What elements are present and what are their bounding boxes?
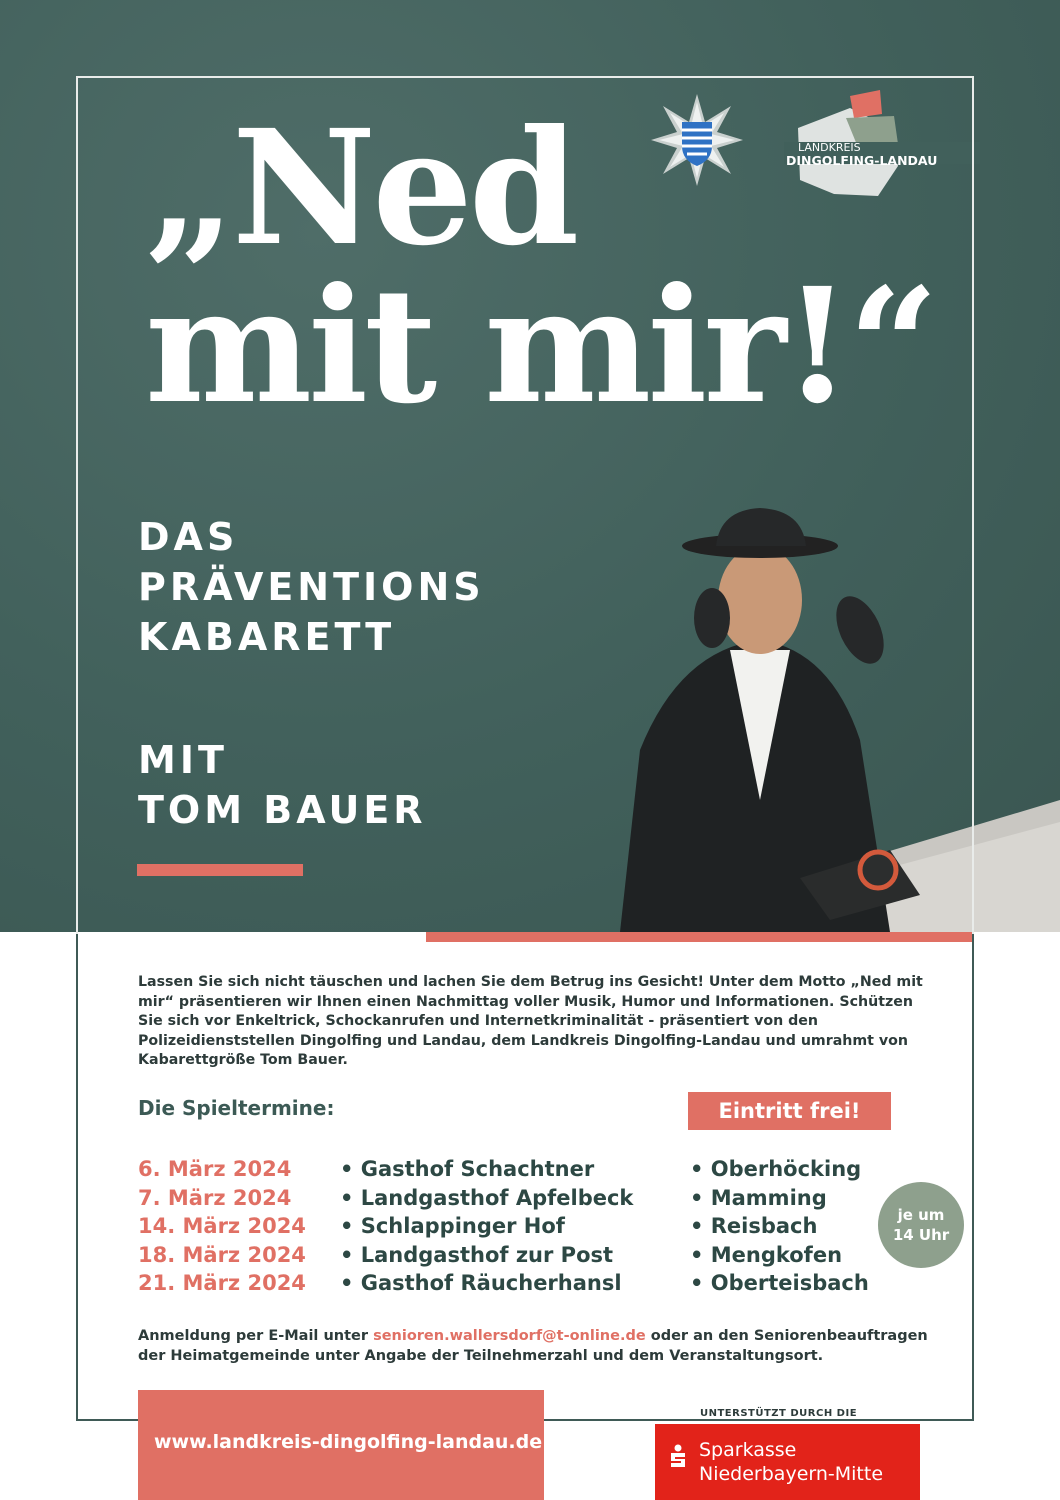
free-entry-badge: Eintritt frei!: [688, 1092, 891, 1130]
event-venue: • Landgasthof zur Post: [340, 1242, 614, 1267]
performer-photo: [560, 500, 1060, 932]
time-badge: [878, 1182, 964, 1268]
event-venue: • Gasthof Räucherhansl: [340, 1271, 622, 1295]
svg-text:DINGOLFING-LANDAU: DINGOLFING-LANDAU: [786, 153, 938, 168]
accent-bar: [137, 864, 303, 876]
registration-suffix: oder an den Seniorenbeauftragen der Heimatgemeinde unter Angabe der Teilnehmerzahl und dem Veranstaltungsort.: [138, 1328, 928, 1364]
sponsor-line-2: Niederbayern-Mitte: [699, 1463, 884, 1485]
event-place: • Mengkofen: [690, 1242, 843, 1267]
event-date: 14. März 2024: [138, 1214, 306, 1238]
sparkasse-s-icon: [669, 1444, 687, 1468]
title-line-2: mit mir!“: [145, 254, 935, 439]
email-link[interactable]: senioren.wallersdorf@t-online.de: [373, 1328, 646, 1344]
bavarian-police-star-icon: [651, 94, 743, 186]
subtitle-line-1: DAS: [138, 515, 239, 559]
event-place: • Mamming: [690, 1185, 827, 1210]
sparkasse-logo: [655, 1424, 920, 1500]
event-date: 7. März 2024: [138, 1185, 292, 1210]
registration-prefix: Anmeldung per E-Mail unter: [138, 1328, 374, 1344]
event-place: • Oberteisbach: [690, 1271, 869, 1295]
event-venue: • Landgasthof Apfelbeck: [340, 1185, 634, 1210]
registration-text: [138, 1326, 938, 1366]
artist: [138, 735, 427, 835]
artist-line-2: TOM BAUER: [138, 788, 427, 832]
event-date: 18. März 2024: [138, 1242, 306, 1267]
supported-by-label: UNTERSTÜTZT DURCH DIE: [700, 1408, 858, 1419]
schedule-heading: Die Spieltermine:: [138, 1096, 335, 1120]
sponsor-name: [699, 1438, 883, 1486]
subtitle-line-3: KABARETT: [138, 615, 396, 659]
event-venue: • Gasthof Schachtner: [340, 1157, 595, 1181]
time-line-2: 14 Uhr: [892, 1226, 950, 1244]
artist-line-1: MIT: [138, 738, 228, 782]
event-place: • Oberhöcking: [690, 1157, 862, 1181]
sponsor-line-1: Sparkasse: [699, 1439, 797, 1461]
title-line-1: „Ned: [145, 96, 576, 281]
event-place: • Reisbach: [690, 1214, 818, 1238]
event-venue: • Schlappinger Hof: [340, 1214, 565, 1238]
intro-paragraph: Lassen Sie sich nicht täuschen und lachen Sie dem Betrug ins Gesicht! Unter dem Motto „Ned mit mir“ präsentieren wir Ihnen einen Nachmittag voller Musik, Humor und Informationen. Schützen Sie sich vor Enkeltrick, Schockanrufen und Internetkriminalität - präsentiert von den Polizeidienststellen Dingolfing und Landau, dem Landkreis Dingolfing-Landau und umrahmt von Kabarettgröße Tom Bauer.: [138, 974, 923, 1068]
subtitle: [138, 512, 485, 662]
website-link[interactable]: www.landkreis-dingolfing-landau.de: [138, 1390, 544, 1500]
time-line-1: je um: [897, 1206, 945, 1224]
district-map-icon: [784, 90, 980, 196]
event-date: 21. März 2024: [138, 1271, 306, 1295]
svg-text:LANDKREIS: LANDKREIS: [798, 141, 861, 154]
logo-group: [650, 88, 990, 208]
event-date: 6. März 2024: [138, 1157, 292, 1181]
subtitle-line-2: PRÄVENTIONS: [138, 565, 485, 609]
